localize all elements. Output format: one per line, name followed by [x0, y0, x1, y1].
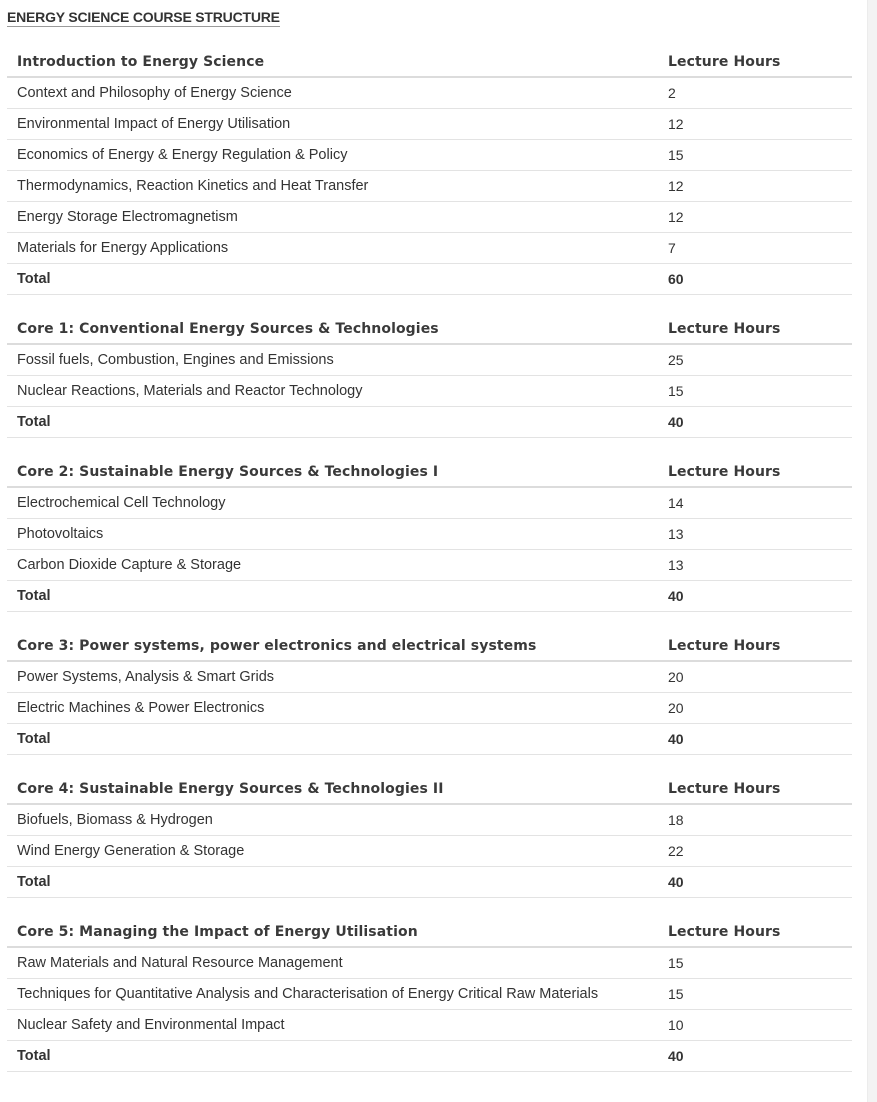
module-item-name: Biofuels, Biomass & Hydrogen	[7, 804, 657, 836]
module-table-core-5	[7, 918, 852, 1072]
table-row	[7, 140, 852, 171]
module-item-name: Thermodynamics, Reaction Kinetics and Heat Transfer	[7, 171, 657, 202]
total-hours: 40	[657, 867, 852, 898]
module-item-name: Raw Materials and Natural Resource Management	[7, 947, 657, 979]
total-hours: 40	[657, 581, 852, 612]
module-item-name: Electrochemical Cell Technology	[7, 487, 657, 519]
total-row	[7, 264, 852, 295]
module-item-name: Power Systems, Analysis & Smart Grids	[7, 661, 657, 693]
total-label: Total	[7, 407, 657, 438]
module-item-hours: 13	[657, 550, 852, 581]
total-label: Total	[7, 264, 657, 295]
table-row	[7, 376, 852, 407]
module-item-name: Fossil fuels, Combustion, Engines and Emissions	[7, 344, 657, 376]
lecture-hours-header: Lecture Hours	[657, 315, 852, 344]
module-item-name: Environmental Impact of Energy Utilisation	[7, 109, 657, 140]
table-row	[7, 344, 852, 376]
table-row	[7, 202, 852, 233]
module-item-name: Nuclear Safety and Environmental Impact	[7, 1010, 657, 1041]
module-item-hours: 20	[657, 661, 852, 693]
total-row	[7, 867, 852, 898]
table-row	[7, 519, 852, 550]
total-hours: 40	[657, 407, 852, 438]
total-row	[7, 724, 852, 755]
total-row	[7, 581, 852, 612]
total-label: Total	[7, 867, 657, 898]
table-row	[7, 693, 852, 724]
table-row	[7, 836, 852, 867]
table-row	[7, 487, 852, 519]
module-header-row	[7, 458, 852, 487]
module-item-hours: 14	[657, 487, 852, 519]
module-table-core-4	[7, 775, 852, 898]
module-item-name: Wind Energy Generation & Storage	[7, 836, 657, 867]
module-title: Core 5: Managing the Impact of Energy Utilisation	[7, 918, 657, 947]
module-header-row	[7, 48, 852, 77]
module-item-hours: 15	[657, 140, 852, 171]
module-item-hours: 2	[657, 77, 852, 109]
total-row	[7, 1041, 852, 1072]
module-item-hours: 18	[657, 804, 852, 836]
total-hours: 60	[657, 264, 852, 295]
module-item-hours: 13	[657, 519, 852, 550]
module-table-core-3	[7, 632, 852, 755]
total-row	[7, 407, 852, 438]
module-item-hours: 12	[657, 202, 852, 233]
total-label: Total	[7, 1041, 657, 1072]
module-item-name: Materials for Energy Applications	[7, 233, 657, 264]
module-item-name: Energy Storage Electromagnetism	[7, 202, 657, 233]
module-item-name: Techniques for Quantitative Analysis and Characterisation of Energy Critical Raw Materials	[7, 979, 657, 1010]
module-item-hours: 15	[657, 947, 852, 979]
lecture-hours-header: Lecture Hours	[657, 458, 852, 487]
module-item-hours: 20	[657, 693, 852, 724]
course-structure-content	[7, 48, 852, 1092]
table-row	[7, 550, 852, 581]
module-header-row	[7, 918, 852, 947]
module-table-core-1	[7, 315, 852, 438]
page-title: ENERGY SCIENCE COURSE STRUCTURE	[7, 9, 280, 25]
lecture-hours-header: Lecture Hours	[657, 775, 852, 804]
total-label: Total	[7, 724, 657, 755]
lecture-hours-header: Lecture Hours	[657, 48, 852, 77]
module-title: Core 2: Sustainable Energy Sources & Technologies I	[7, 458, 657, 487]
module-item-hours: 15	[657, 979, 852, 1010]
table-row	[7, 171, 852, 202]
module-item-name: Photovoltaics	[7, 519, 657, 550]
module-title: Core 4: Sustainable Energy Sources & Technologies II	[7, 775, 657, 804]
module-title: Introduction to Energy Science	[7, 48, 657, 77]
module-item-name: Economics of Energy & Energy Regulation & Policy	[7, 140, 657, 171]
table-row	[7, 233, 852, 264]
module-item-name: Nuclear Reactions, Materials and Reactor Technology	[7, 376, 657, 407]
total-label: Total	[7, 581, 657, 612]
lecture-hours-header: Lecture Hours	[657, 632, 852, 661]
module-item-hours: 22	[657, 836, 852, 867]
table-row	[7, 109, 852, 140]
module-title: Core 3: Power systems, power electronics and electrical systems	[7, 632, 657, 661]
module-header-row	[7, 632, 852, 661]
module-item-hours: 10	[657, 1010, 852, 1041]
lecture-hours-header: Lecture Hours	[657, 918, 852, 947]
module-item-name: Context and Philosophy of Energy Science	[7, 77, 657, 109]
module-item-hours: 12	[657, 171, 852, 202]
total-hours: 40	[657, 724, 852, 755]
module-title: Core 1: Conventional Energy Sources & Technologies	[7, 315, 657, 344]
module-item-name: Carbon Dioxide Capture & Storage	[7, 550, 657, 581]
table-row	[7, 979, 852, 1010]
table-row	[7, 804, 852, 836]
module-item-hours: 7	[657, 233, 852, 264]
table-row	[7, 661, 852, 693]
module-table-introduction	[7, 48, 852, 295]
module-table-core-2	[7, 458, 852, 612]
module-item-hours: 15	[657, 376, 852, 407]
module-header-row	[7, 315, 852, 344]
module-header-row	[7, 775, 852, 804]
table-row	[7, 947, 852, 979]
module-item-hours: 12	[657, 109, 852, 140]
total-hours: 40	[657, 1041, 852, 1072]
table-row	[7, 1010, 852, 1041]
vertical-scrollbar[interactable]	[867, 0, 877, 1102]
module-item-name: Electric Machines & Power Electronics	[7, 693, 657, 724]
table-row	[7, 77, 852, 109]
module-item-hours: 25	[657, 344, 852, 376]
